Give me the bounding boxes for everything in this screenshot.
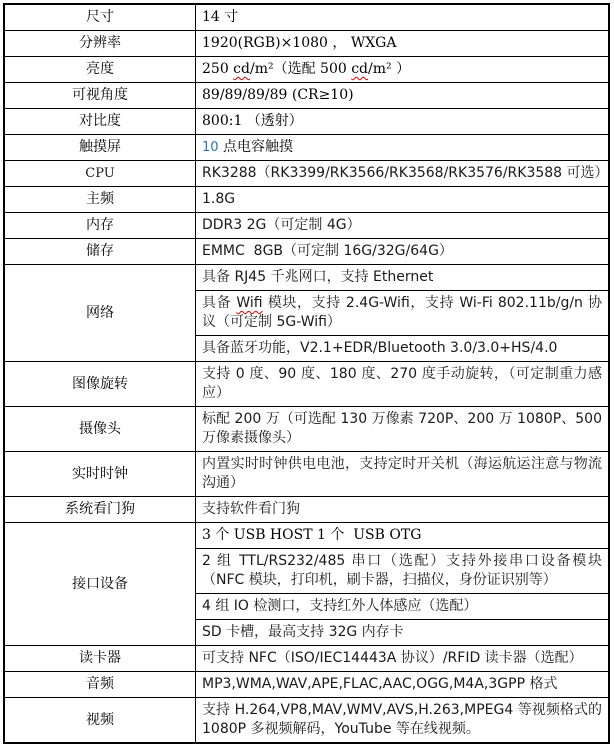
spec-value: 800:1 （透射） <box>196 109 610 135</box>
spec-label: 内存 <box>4 213 196 239</box>
table-row <box>4 362 609 407</box>
spec-value: 1920(RGB)×1080 ， WXGA <box>196 31 610 57</box>
spec-label: 分辨率 <box>4 31 196 57</box>
spec-label: 尺寸 <box>4 4 196 31</box>
spec-value: 标配 200 万（可选配 130 万像素 720P、200 万 1080P、500 万像素摄像头） <box>196 407 610 452</box>
value-text: 具备 <box>202 295 237 311</box>
spec-value: 具备 RJ45 千兆网口，支持 Ethernet <box>196 265 610 291</box>
spec-label: 系统看门狗 <box>4 497 196 523</box>
spec-label: 视频 <box>4 698 196 744</box>
spec-value <box>196 57 610 83</box>
spellcheck-underline: Wifi <box>236 295 263 311</box>
spec-value: 支持 H.264,VP8,MAV,WMV,AVS,H.263,MPEG4 等视频格式的 1080P 多视频解码，YouTube 等在线视频。 <box>196 698 610 744</box>
table-row <box>4 57 609 83</box>
table-row <box>4 265 609 291</box>
value-text: 250 <box>202 61 234 77</box>
table-row <box>4 187 609 213</box>
table-row <box>4 161 609 187</box>
spec-value: 14 寸 <box>196 4 610 31</box>
table-row <box>4 452 609 497</box>
table-row <box>4 31 609 57</box>
spec-value: 具备蓝牙功能，V2.1+EDR/Bluetooth 3.0/3.0+HS/4.0 <box>196 336 610 362</box>
spec-label: 音频 <box>4 672 196 698</box>
table-row <box>4 497 609 523</box>
spec-label: 接口设备 <box>4 523 196 646</box>
spec-value: MP3,WMA,WAV,APE,FLAC,AAC,OGG,M4A,3GPP 格式 <box>196 672 610 698</box>
table-row <box>4 239 609 265</box>
table-row <box>4 698 609 744</box>
spec-label: 亮度 <box>4 57 196 83</box>
spec-label: 触摸屏 <box>4 135 196 161</box>
table-row <box>4 109 609 135</box>
document-page <box>3 3 610 744</box>
table-row <box>4 407 609 452</box>
spec-value: SD 卡槽，最高支持 32G 内存卡 <box>196 620 610 646</box>
highlight-number: 10 <box>202 140 219 155</box>
table-row <box>4 672 609 698</box>
spec-label: 实时时钟 <box>4 452 196 497</box>
spec-value: DDR3 2G（可定制 4G） <box>196 213 610 239</box>
table-row <box>4 213 609 239</box>
spellcheck-underline: cd <box>233 61 250 77</box>
spec-label: 摄像头 <box>4 407 196 452</box>
spec-value: 89/89/89/89 (CR≥10) <box>196 83 610 109</box>
spec-value: 3 个 USB HOST 1 个 USB OTG <box>196 523 610 549</box>
spec-label: 主频 <box>4 187 196 213</box>
spec-label: 储存 <box>4 239 196 265</box>
spec-label: 网络 <box>4 265 196 362</box>
spec-label: CPU <box>4 161 196 187</box>
table-row <box>4 646 609 672</box>
spec-label: 读卡器 <box>4 646 196 672</box>
spec-table <box>3 3 610 744</box>
value-text: /m² ） <box>368 61 411 77</box>
table-row <box>4 4 609 31</box>
spellcheck-underline: cd <box>351 61 369 77</box>
spec-value: 支持 0 度、90 度、180 度、270 度手动旋转，（可定制重力感应） <box>196 362 610 407</box>
spec-label: 对比度 <box>4 109 196 135</box>
value-text: /m²（选配 500 <box>249 61 352 77</box>
table-row <box>4 523 609 549</box>
spec-label: 可视角度 <box>4 83 196 109</box>
spec-value: 支持软件看门狗 <box>196 497 610 523</box>
spec-value: 1.8G <box>196 187 610 213</box>
spec-value: 4 组 IO 检测口，支持红外人体感应（选配） <box>196 594 610 620</box>
spec-value: 2 组 TTL/RS232/485 串口（选配）支持外接串口设备模块（NFC 模块，打印机，刷卡器，扫描仪，身份证识别等） <box>196 549 610 594</box>
value-text: 点电容触摸 <box>218 139 293 155</box>
spec-value: EMMC 8GB（可定制 16G/32G/64G） <box>196 239 610 265</box>
table-row <box>4 135 609 161</box>
table-row <box>4 83 609 109</box>
spec-value <box>196 291 610 336</box>
spec-label: 图像旋转 <box>4 362 196 407</box>
spec-value: RK3288（RK3399/RK3566/RK3568/RK3576/RK3588 可选） <box>196 161 610 187</box>
value-text: 模块，支持 2.4G-Wifi，支持 Wi-Fi 802.11b/g/n 协议（可定制 5G-Wifi） <box>202 295 603 330</box>
spec-value <box>196 135 610 161</box>
spec-value: 内置实时时钟供电电池，支持定时开关机（海运航运注意与物流沟通） <box>196 452 610 497</box>
spec-value: 可支持 NFC（ISO/IEC14443A 协议）/RFID 读卡器（选配） <box>196 646 610 672</box>
